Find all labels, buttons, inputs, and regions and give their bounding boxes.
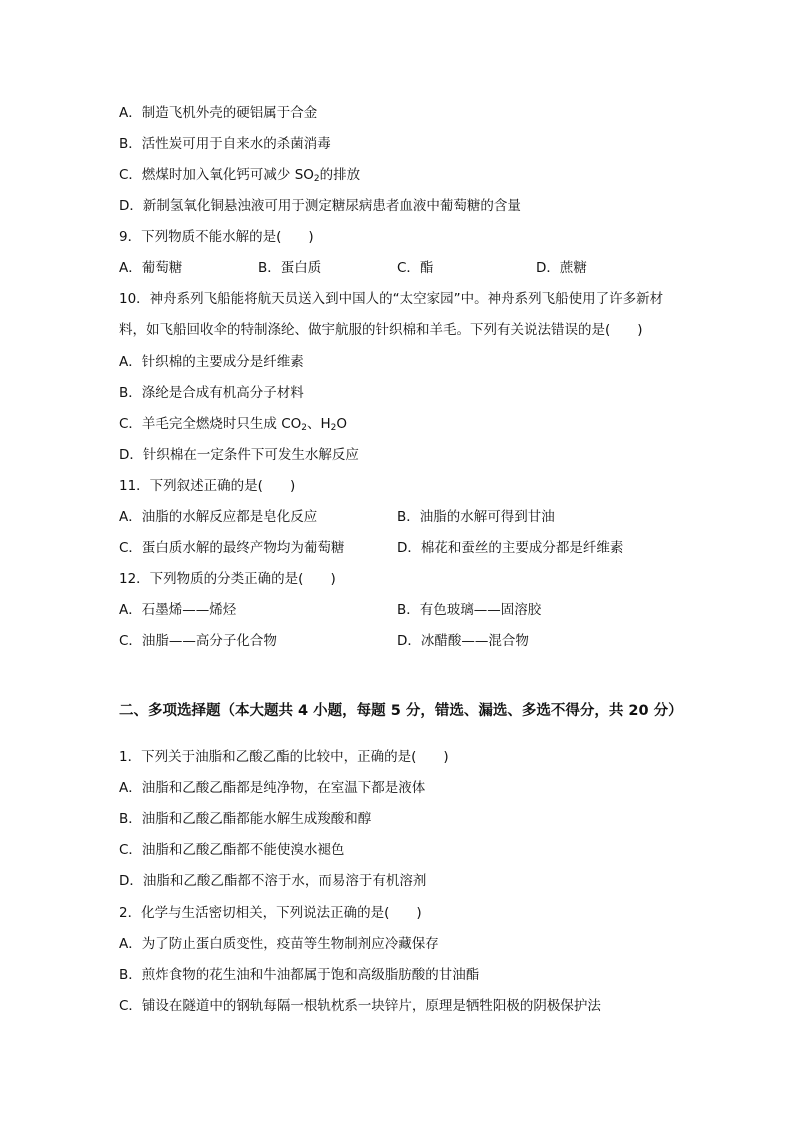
mq2-stem: 2．化学与生活密切相关，下列说法正确的是( ): [119, 905, 422, 921]
q8-option-b: B．活性炭可用于自来水的杀菌消毒: [119, 136, 331, 152]
mq2-option-b: B．煎炸食物的花生油和牛油都属于饱和高级脂肪酸的甘油酯: [119, 967, 480, 983]
q10-option-c-sub2: 2: [330, 423, 337, 433]
q8-option-c-subscript: 2: [313, 174, 320, 184]
mq2-option-a: A．为了防止蛋白质变性，疫苗等生物制剂应冷藏保存: [119, 936, 439, 952]
mq1-option-c: C．油脂和乙酸乙酯都不能使溴水褪色: [119, 842, 345, 858]
q10-option-b: B．涤纶是合成有机高分子材料: [119, 385, 304, 401]
q8-option-c-text: C．燃煤时加入氧化钙可减少 SO: [119, 167, 314, 183]
q10-option-c-tail: O: [336, 416, 348, 432]
q9-stem: 9．下列物质不能水解的是( ): [119, 229, 314, 245]
q10-option-c-sub1: 2: [301, 423, 308, 433]
q11-option-c: C．蛋白质水解的最终产物均为葡萄糖: [119, 540, 345, 556]
q9-option-a: A．葡萄糖: [119, 260, 183, 276]
q12-option-c: C．油脂——高分子化合物: [119, 633, 277, 649]
q11-option-d: D．棉花和蚕丝的主要成分都是纤维素: [397, 540, 624, 556]
q10-stem-line2: 料，如飞船回收伞的特制涤纶、做宇航服的针织棉和羊毛。下列有关说法错误的是( ): [119, 322, 643, 338]
q8-option-d: D．新制氢氧化铜悬浊液可用于测定糖尿病患者血液中葡萄糖的含量: [119, 198, 521, 214]
mq2-option-c: C．铺设在隧道中的钢轨每隔一根轨枕系一块锌片，原理是牺牲阳极的阴极保护法: [119, 998, 601, 1014]
q12-option-a: A．石墨烯——烯烃: [119, 602, 237, 618]
q10-option-c: [119, 415, 347, 437]
q9-option-c: C．酯: [397, 260, 434, 276]
q12-option-b: B．有色玻璃——固溶胶: [397, 602, 542, 618]
mq1-option-a: A．油脂和乙酸乙酯都是纯净物，在室温下都是液体: [119, 780, 426, 796]
q12-stem: 12．下列物质的分类正确的是( ): [119, 571, 336, 587]
q10-stem-line1: 10．神舟系列飞船能将航天员送入到中国人的“太空家园”中。神舟系列飞船使用了许多新材: [119, 291, 664, 307]
mq1-stem: 1．下列关于油脂和乙酸乙酯的比较中，正确的是( ): [119, 749, 449, 765]
q10-option-d: D．针织棉在一定条件下可发生水解反应: [119, 447, 359, 463]
q9-option-d: D．蔗糖: [536, 260, 587, 276]
q8-option-c: [119, 166, 360, 188]
mq1-option-d: D．油脂和乙酸乙酯都不溶于水，而易溶于有机溶剂: [119, 873, 427, 889]
section-heading: 二、多项选择题（本大题共 4 小题，每题 5 分，错选、漏选、多选不得分，共 20 分）: [119, 703, 683, 719]
q10-option-a: A．针织棉的主要成分是纤维素: [119, 354, 304, 370]
q11-option-a: A．油脂的水解反应都是皂化反应: [119, 509, 318, 525]
mq1-option-b: B．油脂和乙酸乙酯都能水解生成羧酸和醇: [119, 811, 372, 827]
q8-option-c-tail: 的排放: [319, 167, 361, 183]
q12-option-d: D．冰醋酸——混合物: [397, 633, 529, 649]
q10-option-c-text: C．羊毛完全燃烧时只生成 CO: [119, 416, 302, 432]
q11-stem: 11．下列叙述正确的是( ): [119, 478, 296, 494]
q10-option-c-mid: 、H: [307, 416, 331, 432]
q9-option-b: B．蛋白质: [258, 260, 322, 276]
q8-option-a: A．制造飞机外壳的硬铝属于合金: [119, 105, 318, 121]
q11-option-b: B．油脂的水解可得到甘油: [397, 509, 555, 525]
